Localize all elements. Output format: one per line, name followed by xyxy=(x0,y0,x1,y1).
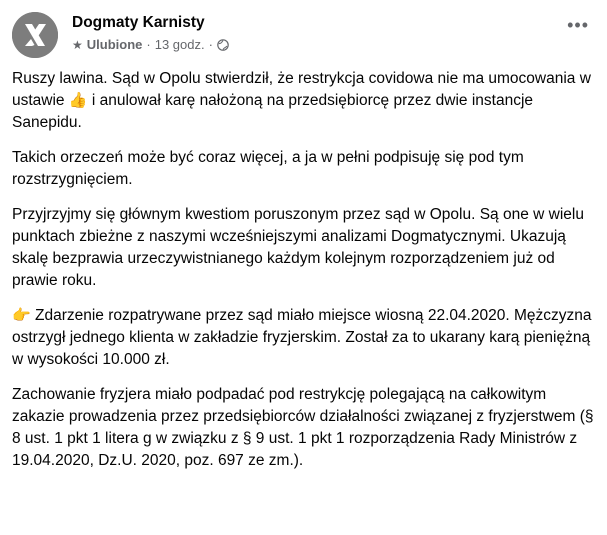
page-avatar[interactable] xyxy=(12,12,58,58)
post-paragraph-4: 👉 Zdarzenie rozpatrywane przez sąd miało miejsce wiosną 22.04.2020. Mężczyzna ostrzygł jednego klienta w zakładzie fryzjerskim. Został za to ukarany karą pieniężną w wysokości 10.000 zł. xyxy=(12,307,592,368)
post-paragraph-5: Zachowanie fryzjera miało podpadać pod restrykcję polegającą na całkowitym zakazie prowadzenia przez przedsiębiorców działalności związanej z fryzjerstwem (§ 8 ust. 1 pkt 1 litera g w związku z § 9 ust. 1 pkt 1 rozporządzenia Rady Ministrów z 19.04.2020, Dz.U. 2020, poz. 697 ze zm.). xyxy=(12,386,594,469)
thumbs-up-icon: 👍 xyxy=(68,92,88,109)
post-paragraph-1: Ruszy lawina. Sąd w Opolu stwierdził, że restrykcja covidowa nie ma umocowania w ustawie 👍 i anulował karę nałożoną na przedsiębiorcę przez dwie instancje Sanepidu. xyxy=(12,70,591,131)
page-name-link[interactable]: Dogmaty Karnisty xyxy=(72,14,205,31)
post-body xyxy=(12,68,597,485)
pointing-right-icon: 👉 xyxy=(12,307,31,324)
globe-icon[interactable] xyxy=(217,39,229,51)
star-icon: ★ xyxy=(72,37,83,52)
post-paragraph-2: Takich orzeczeń może być coraz więcej, a ja w pełni podpisuję się pod tym rozstrzygnięciem. xyxy=(12,149,524,188)
more-options-icon[interactable]: ••• xyxy=(567,15,589,35)
post-meta xyxy=(72,37,229,52)
post-paragraph-3: Przyjrzyjmy się głównym kwestiom poruszonym przez sąd w Opolu. Są one w wielu punktach zbieżne z naszymi wcześniejszymi analizami Dogmatycznymi. Ukazują skalę bezprawia urzeczywistnianego każdym kolejnym rozporządzeniem już od prawie roku. xyxy=(12,206,584,289)
meta-separator: · xyxy=(146,37,151,52)
post-header xyxy=(12,10,597,58)
logo-x-icon xyxy=(12,12,58,58)
favorites-link[interactable]: Ulubione xyxy=(86,37,143,52)
meta-separator-2: · xyxy=(208,37,213,52)
post-timestamp[interactable]: 13 godz. xyxy=(154,37,205,52)
